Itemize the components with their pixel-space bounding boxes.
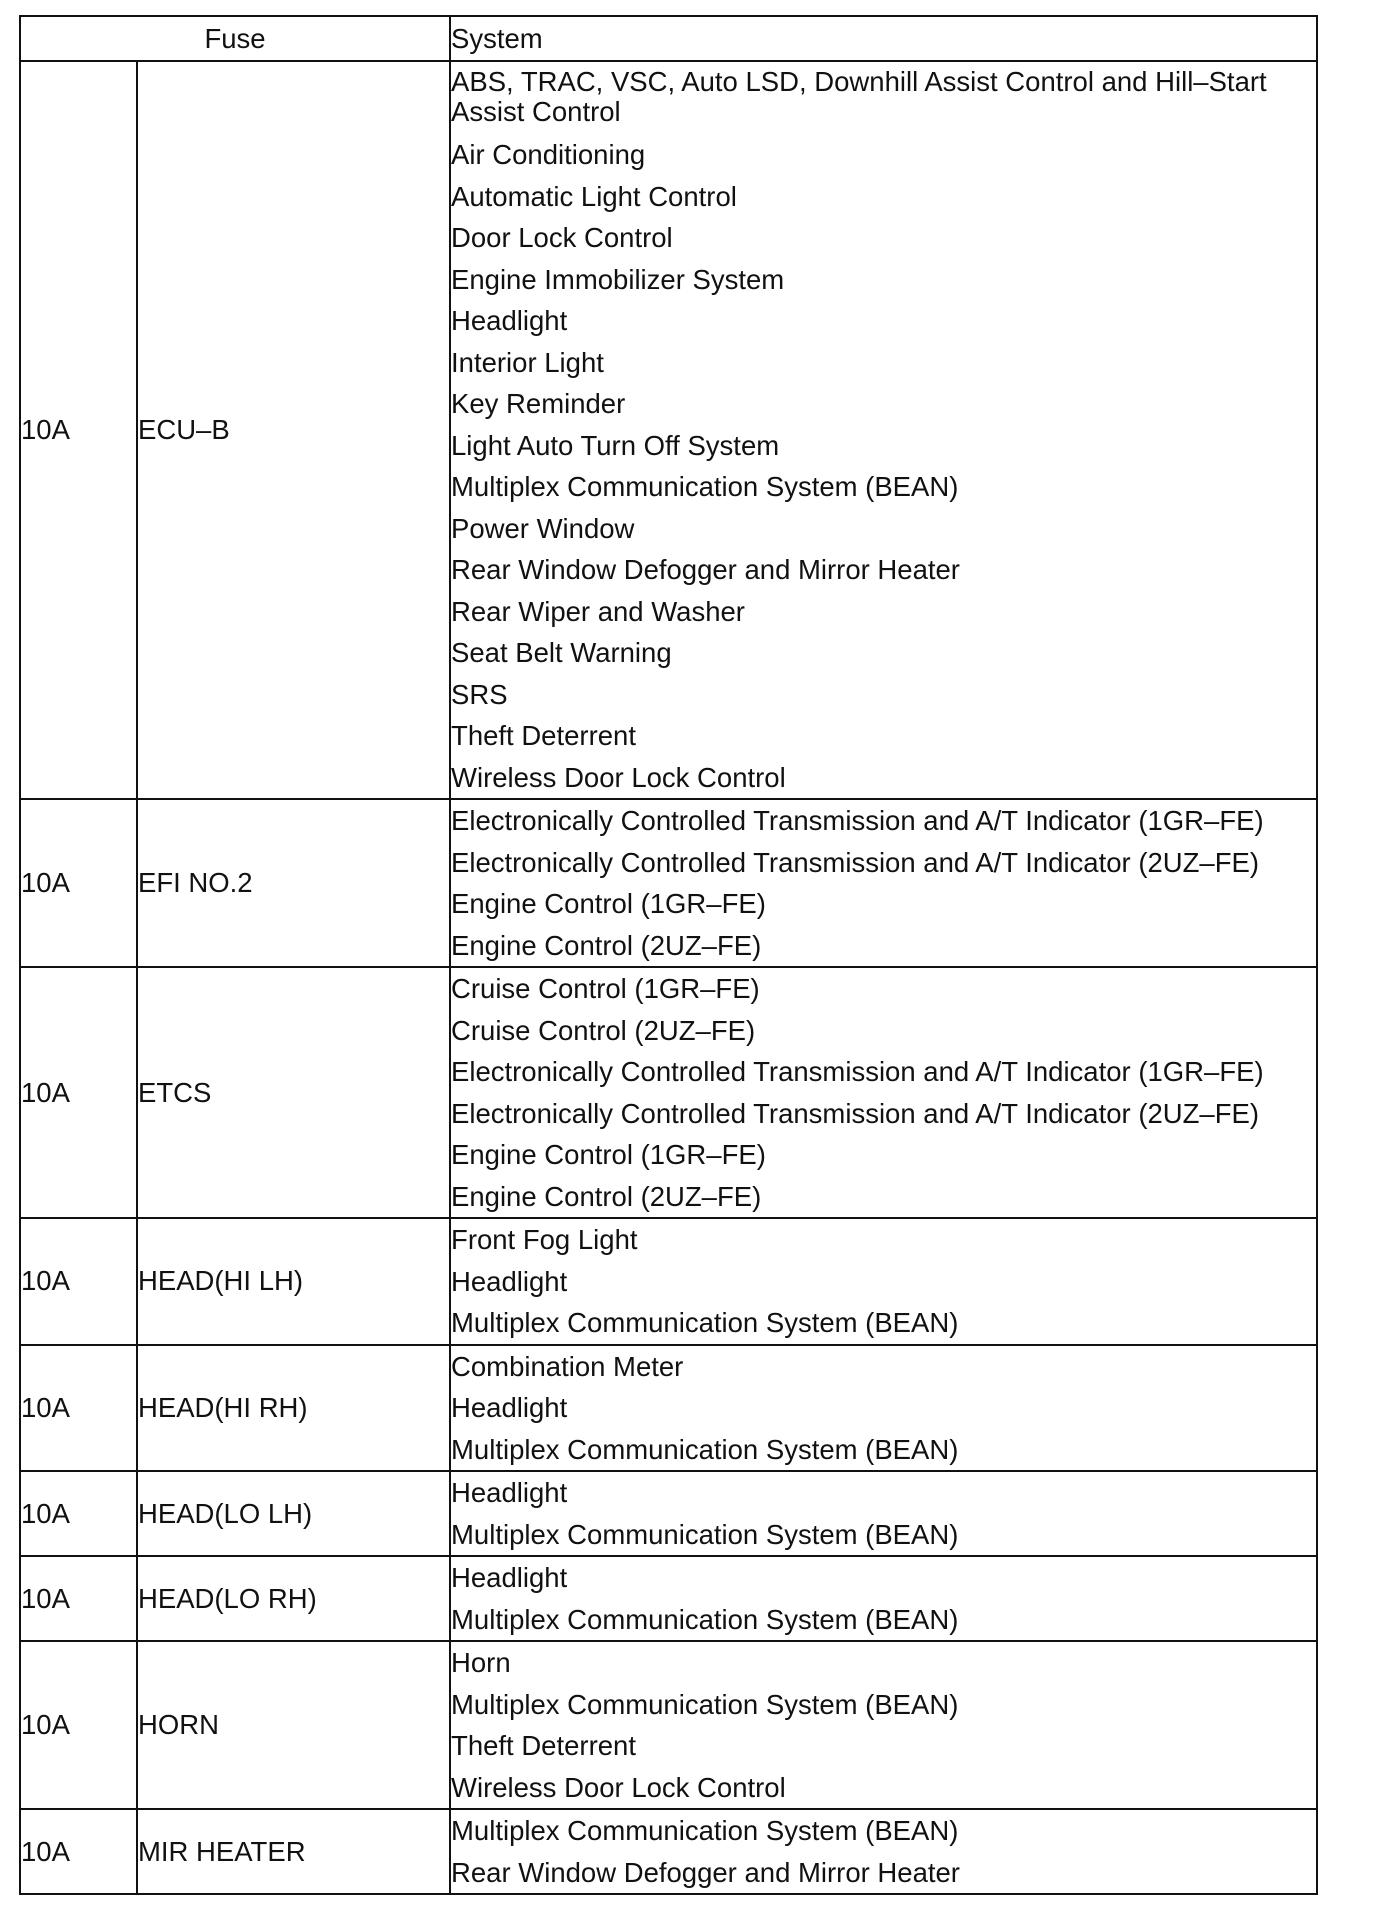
system-item: Headlight xyxy=(451,1477,568,1508)
system-list xyxy=(451,800,1316,966)
system-item: Light Auto Turn Off System xyxy=(451,429,780,461)
system-item: Rear Wiper and Washer xyxy=(451,595,745,627)
table-row xyxy=(20,1345,1317,1472)
system-item: Horn xyxy=(451,1647,511,1678)
fuse-name: HEAD(LO RH) xyxy=(137,1556,450,1641)
system-item: Multiplex Communication System (BEAN) xyxy=(451,1815,959,1846)
system-list-cell xyxy=(450,1641,1317,1809)
system-list xyxy=(451,1472,1316,1555)
system-column-header: System xyxy=(450,16,1317,61)
system-item: Multiplex Communication System (BEAN) xyxy=(451,1518,959,1550)
fuse-name: MIR HEATER xyxy=(137,1809,450,1894)
fuse-amperage: 10A xyxy=(20,61,137,799)
table-row xyxy=(20,1641,1317,1809)
system-list-cell xyxy=(450,799,1317,967)
fuse-name: ECU–B xyxy=(137,61,450,799)
system-list-cell xyxy=(450,1218,1317,1345)
system-item: Engine Immobilizer System xyxy=(451,263,785,295)
table-row xyxy=(20,1556,1317,1641)
system-item: Headlight xyxy=(451,305,568,336)
system-item: Engine Control (1GR–FE) xyxy=(451,888,766,919)
table-row xyxy=(20,799,1317,967)
system-item: Interior Light xyxy=(451,346,604,378)
system-list-cell xyxy=(450,1471,1317,1556)
system-item: Engine Control (1GR–FE) xyxy=(451,1139,766,1170)
system-item: Key Reminder xyxy=(451,388,626,419)
system-item: Combination Meter xyxy=(451,1350,684,1382)
fuse-amperage: 10A xyxy=(20,799,137,967)
system-item: Multiplex Communication System (BEAN) xyxy=(451,1688,959,1720)
table-body xyxy=(20,61,1317,1894)
table-row xyxy=(20,1471,1317,1556)
system-item: SRS xyxy=(451,678,508,710)
system-list xyxy=(451,1642,1316,1808)
fuse-amperage: 10A xyxy=(20,1471,137,1556)
fuse-name: HEAD(HI RH) xyxy=(137,1345,450,1472)
table-row xyxy=(20,967,1317,1218)
system-item: Engine Control (2UZ–FE) xyxy=(451,1180,762,1212)
system-item: Headlight xyxy=(451,1265,568,1297)
system-item: Electronically Controlled Transmission and A/T Indicator (1GR–FE) xyxy=(451,1056,1264,1087)
system-item: Electronically Controlled Transmission and A/T Indicator (2UZ–FE) xyxy=(451,846,1260,878)
system-list-cell xyxy=(450,1345,1317,1472)
table-header xyxy=(20,16,1317,61)
system-list xyxy=(451,1557,1316,1640)
system-item: Theft Deterrent xyxy=(451,720,636,751)
table-row xyxy=(20,1218,1317,1345)
system-list-cell xyxy=(450,1556,1317,1641)
system-list xyxy=(451,62,1316,798)
system-item: Automatic Light Control xyxy=(451,180,737,212)
system-list-cell xyxy=(450,967,1317,1218)
header-row xyxy=(20,16,1317,61)
fuse-amperage: 10A xyxy=(20,1218,137,1345)
system-list xyxy=(451,968,1316,1217)
table-row xyxy=(20,1809,1317,1894)
fuse-column-header: Fuse xyxy=(20,16,450,61)
system-item: Door Lock Control xyxy=(451,222,673,253)
system-item: Air Conditioning xyxy=(451,139,646,170)
system-item: Headlight xyxy=(451,1562,568,1593)
fuse-name: ETCS xyxy=(137,967,450,1218)
fuse-name: EFI NO.2 xyxy=(137,799,450,967)
system-list-cell xyxy=(450,61,1317,799)
system-list xyxy=(451,1346,1316,1471)
fuse-amperage: 10A xyxy=(20,1345,137,1472)
system-item: Seat Belt Warning xyxy=(451,637,672,668)
system-item: Multiplex Communication System (BEAN) xyxy=(451,1307,959,1338)
system-list-cell xyxy=(450,1809,1317,1894)
system-item: Front Fog Light xyxy=(451,1224,638,1255)
system-item: Wireless Door Lock Control xyxy=(451,761,786,793)
fuse-amperage: 10A xyxy=(20,1809,137,1894)
system-item: ABS, TRAC, VSC, Auto LSD, Downhill Assist Control and Hill–Start Assist Control xyxy=(451,66,1267,127)
fuse-name: HEAD(LO LH) xyxy=(137,1471,450,1556)
table-row xyxy=(20,61,1317,799)
fuse-amperage: 10A xyxy=(20,1641,137,1809)
system-item: Electronically Controlled Transmission and A/T Indicator (1GR–FE) xyxy=(451,805,1264,836)
system-item: Rear Window Defogger and Mirror Heater xyxy=(451,1856,960,1888)
fuse-name: HORN xyxy=(137,1641,450,1809)
system-item: Multiplex Communication System (BEAN) xyxy=(451,471,959,502)
system-list xyxy=(451,1810,1316,1893)
system-item: Theft Deterrent xyxy=(451,1730,636,1761)
system-item: Power Window xyxy=(451,512,635,544)
system-list xyxy=(451,1219,1316,1344)
fuse-amperage: 10A xyxy=(20,967,137,1218)
system-item: Engine Control (2UZ–FE) xyxy=(451,929,762,961)
system-item: Cruise Control (1GR–FE) xyxy=(451,973,760,1004)
system-item: Multiplex Communication System (BEAN) xyxy=(451,1433,959,1465)
system-item: Wireless Door Lock Control xyxy=(451,1771,786,1803)
fuse-name: HEAD(HI LH) xyxy=(137,1218,450,1345)
fuse-amperage: 10A xyxy=(20,1556,137,1641)
fuse-system-table xyxy=(19,15,1318,1895)
system-item: Electronically Controlled Transmission and A/T Indicator (2UZ–FE) xyxy=(451,1097,1260,1129)
system-item: Multiplex Communication System (BEAN) xyxy=(451,1603,959,1635)
system-item: Rear Window Defogger and Mirror Heater xyxy=(451,554,960,585)
system-item: Cruise Control (2UZ–FE) xyxy=(451,1014,756,1046)
system-item: Headlight xyxy=(451,1392,568,1423)
